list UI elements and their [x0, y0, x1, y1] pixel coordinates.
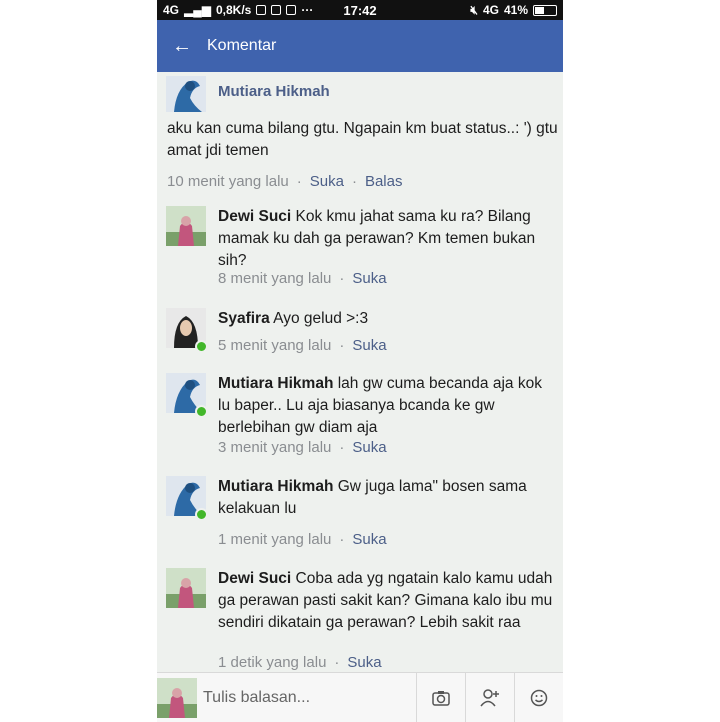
facebook-notification-icon — [256, 5, 266, 15]
reply-text: Gw juga lama" bosen sama kelakuan lu — [218, 478, 527, 517]
reply-author[interactable]: Dewi Suci — [218, 208, 292, 225]
comment-text: aku kan cuma bilang gtu. Ngapain km buat status..: ') gtu amat jdi temen — [167, 120, 558, 159]
online-indicator — [195, 405, 208, 418]
comment-author[interactable]: Mutiara Hikmah — [218, 83, 330, 100]
reply-text: lah gw cuma becanda aja kok lu baper.. Lu aja biasanya bcanda ke gw berlebihan gw diam aja — [218, 375, 542, 436]
battery-percent: 41% — [503, 3, 528, 17]
reply-meta: 8 menit yang lalu · Suka — [218, 270, 387, 287]
reply-input[interactable]: Tulis balasan... — [203, 688, 311, 706]
reply-time: 8 menit yang lalu — [218, 270, 332, 287]
reply-button[interactable]: Balas — [364, 173, 403, 190]
right-network-indicator: 4G — [482, 3, 499, 17]
avatar[interactable] — [166, 76, 206, 112]
status-bar — [157, 0, 563, 20]
reply-time: 5 menit yang lalu — [218, 337, 332, 354]
reply-text: Kok kmu jahat sama ku ra? Bilang mamak ku dah ga perawan? Km temen bukan sih? — [218, 208, 536, 269]
clock: 17:42 — [343, 2, 377, 18]
reply-text-block — [218, 206, 558, 272]
back-arrow-icon[interactable]: ← — [172, 34, 192, 57]
reply-time: 3 menit yang lalu — [218, 439, 332, 456]
camera-icon[interactable] — [416, 673, 465, 722]
instagram-notification-icon — [271, 5, 281, 15]
reply-time: 1 menit yang lalu — [218, 531, 332, 548]
more-notifications-icon: ··· — [301, 3, 314, 17]
network-speed: 0,8K/s — [215, 3, 252, 17]
online-indicator — [195, 508, 208, 521]
mute-icon: 🔇︎ — [470, 2, 478, 17]
emoji-icon[interactable] — [514, 673, 563, 722]
reply-text-block — [218, 568, 558, 634]
reply-meta: 1 menit yang lalu · Suka — [218, 531, 387, 548]
reply-meta: 1 detik yang lalu · Suka — [218, 654, 382, 671]
avatar[interactable] — [166, 568, 206, 608]
reply-text: Coba ada yg ngatain kalo kamu udah ga perawan pasti sakit kan? Gimana kalo ibu mu sendiri dikatain ga perawan? Lebih sakit raa — [218, 570, 553, 631]
reply-author[interactable]: Mutiara Hikmah — [218, 375, 334, 392]
like-button[interactable]: Suka — [309, 173, 344, 190]
like-button[interactable]: Suka — [352, 270, 387, 287]
app-header — [157, 20, 563, 72]
reply-composer — [157, 672, 563, 722]
signal-icon: ▂▄▆ — [184, 3, 211, 17]
like-button[interactable]: Suka — [352, 439, 387, 456]
comment-meta: 10 menit yang lalu · Suka · Balas — [167, 173, 403, 190]
avatar — [157, 678, 197, 718]
online-indicator — [195, 340, 208, 353]
comment-thread[interactable] — [157, 72, 563, 672]
reply-text-block — [218, 476, 558, 520]
phone-screen — [157, 0, 563, 722]
reply-meta: 3 menit yang lalu · Suka — [218, 439, 387, 456]
reply-meta: 5 menit yang lalu · Suka — [218, 337, 387, 354]
like-button[interactable]: Suka — [352, 531, 387, 548]
mail-notification-icon — [286, 5, 296, 15]
reply-text: Ayo gelud >:3 — [273, 310, 369, 327]
battery-icon — [533, 5, 557, 16]
reply-author[interactable]: Mutiara Hikmah — [218, 478, 334, 495]
reply-author[interactable]: Dewi Suci — [218, 570, 292, 587]
reply-text-block — [218, 373, 558, 439]
reply-author[interactable]: Syafira — [218, 310, 270, 327]
tag-friend-icon[interactable] — [465, 673, 514, 722]
reply-time: 1 detik yang lalu — [218, 654, 327, 671]
like-button[interactable]: Suka — [347, 654, 382, 671]
like-button[interactable]: Suka — [352, 337, 387, 354]
avatar[interactable] — [166, 206, 206, 246]
reply-text-block — [218, 308, 558, 330]
comment-time: 10 menit yang lalu — [167, 173, 289, 190]
network-indicator: 4G — [163, 3, 180, 17]
page-title: Komentar — [207, 37, 277, 54]
